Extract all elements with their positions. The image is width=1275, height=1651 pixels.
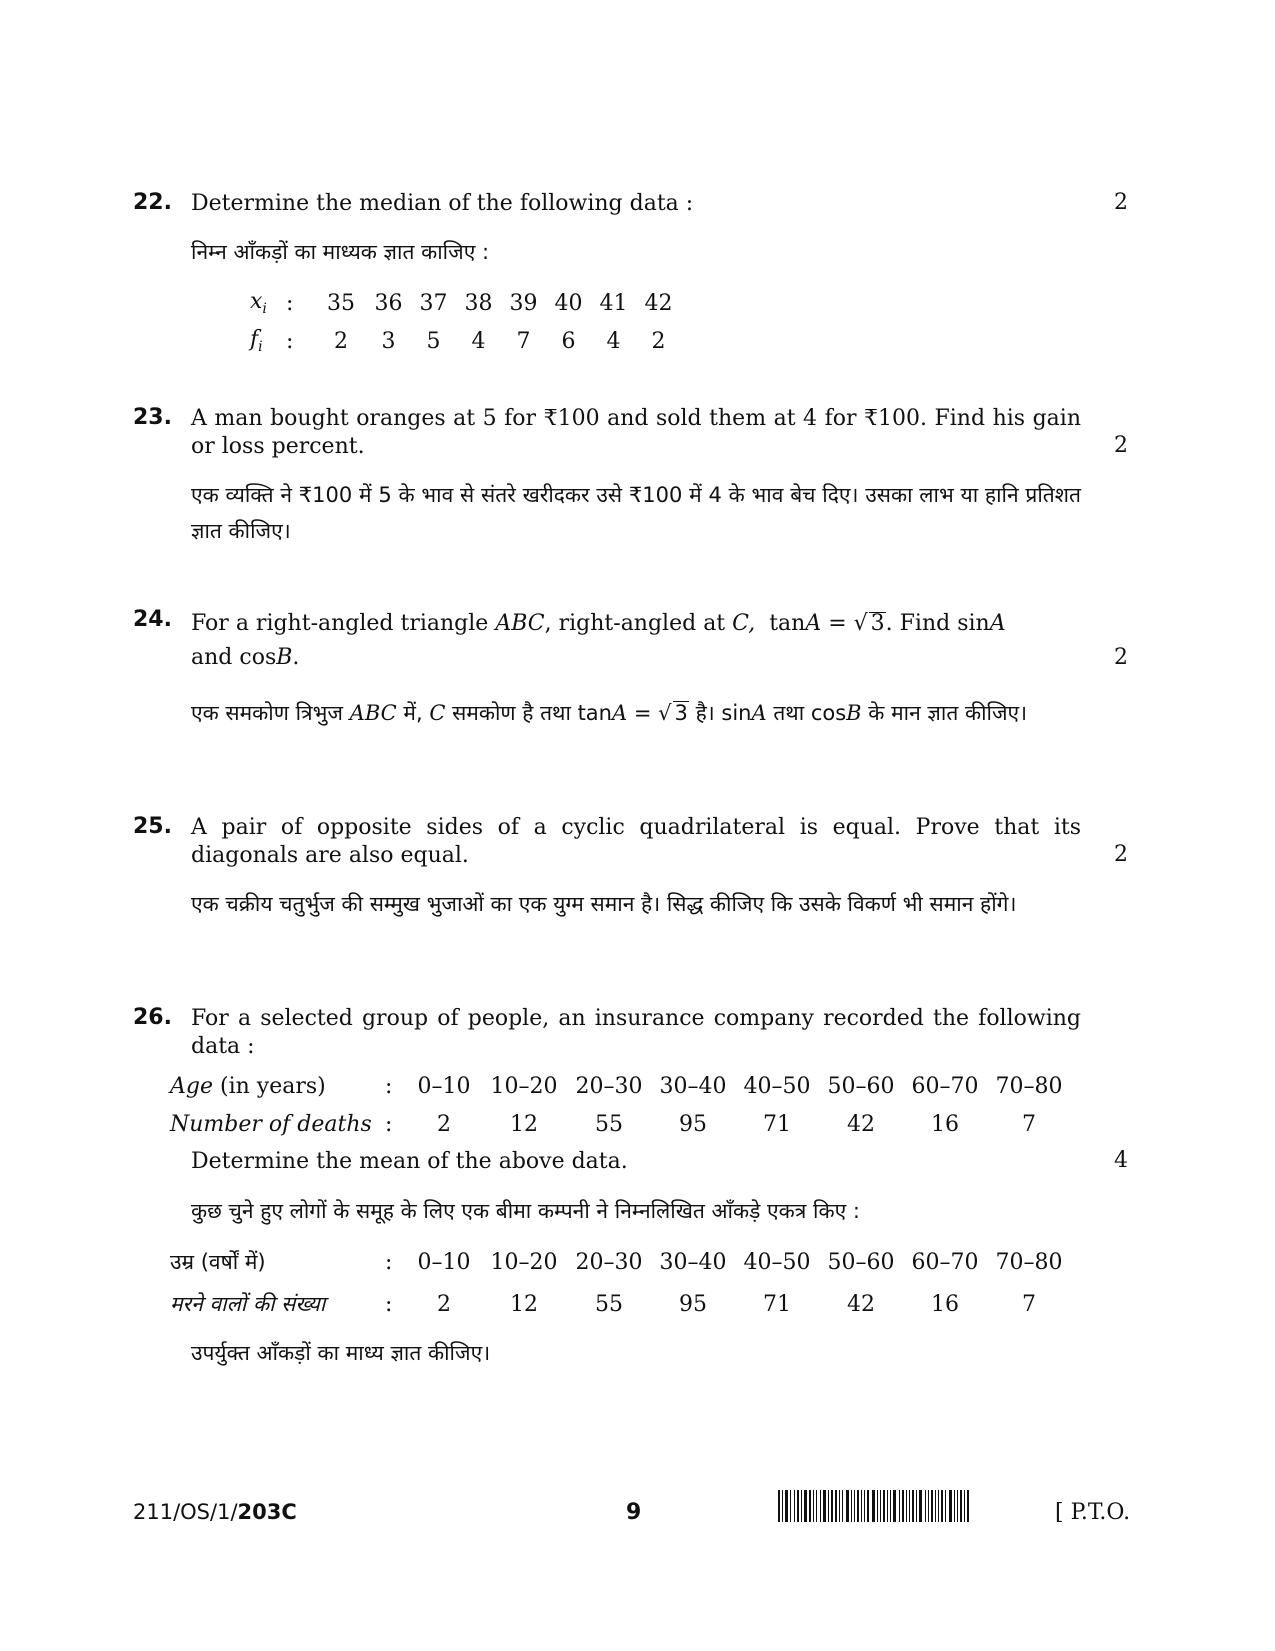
barcode-bar [912, 1490, 914, 1522]
barcode-bar [872, 1490, 875, 1522]
page-number: 9 [626, 1500, 642, 1525]
barcode-bar [804, 1490, 807, 1522]
barcode-bar [854, 1490, 855, 1522]
barcode-bar [790, 1490, 791, 1522]
deaths-value: 2 [437, 1111, 451, 1137]
barcode-bar [916, 1490, 917, 1522]
age-range: 0–10 [417, 1073, 471, 1099]
question-text-hindi: निम्न आँकड़ों का माध्यक ज्ञात काजिए : [191, 240, 490, 264]
f-value: 2 [651, 328, 666, 354]
deaths-value: 95 [679, 1111, 707, 1137]
barcode-bar [846, 1490, 849, 1522]
barcode-bar [785, 1490, 788, 1522]
age-range: 0–10 [417, 1249, 471, 1275]
f-value: 4 [606, 328, 621, 354]
question-text-english: For a right-angled triangle ABC, right-angled at C, tanA = √ 3. Find sinA and cosB. [191, 611, 1006, 670]
pto-label: [ P.T.O. [1055, 1500, 1131, 1525]
x-value: 35 [327, 290, 355, 316]
colon: : [385, 1073, 393, 1099]
question-task-hindi: उपर्युक्त आँकड़ों का माध्य ज्ञात कीजिए। [191, 1341, 491, 1365]
age-row [170, 1241, 1071, 1283]
f-value: 2 [334, 328, 348, 354]
barcode-bar [957, 1490, 958, 1522]
deaths-value: 12 [510, 1111, 538, 1137]
age-range: 70–80 [995, 1073, 1063, 1099]
f-value: 5 [426, 328, 441, 354]
age-range: 10–20 [490, 1073, 558, 1099]
barcode-bar [809, 1490, 811, 1522]
f-value: 3 [381, 328, 396, 354]
deaths-row [170, 1105, 1071, 1143]
colon: : [286, 290, 294, 316]
barcode-bar [794, 1490, 795, 1522]
barcode-bar [909, 1490, 910, 1522]
f-value: 7 [516, 328, 531, 354]
barcode-bar [867, 1490, 869, 1522]
question-marks: 4 [1114, 1148, 1128, 1173]
barcode-bar [880, 1490, 881, 1522]
question-number: 24. [133, 607, 172, 632]
barcode-bar [877, 1490, 878, 1522]
deaths-table-english [170, 1067, 1071, 1143]
barcode-bar [960, 1490, 962, 1522]
age-range: 20–30 [575, 1073, 643, 1099]
colon: : [286, 328, 294, 354]
question-text-english: For a selected group of people, an insurance company recorded the following data : [191, 1006, 1081, 1059]
age-range: 30–40 [659, 1073, 727, 1099]
deaths-value: 7 [1022, 1111, 1036, 1137]
deaths-value: 16 [931, 1111, 959, 1137]
question-text-hindi: कुछ चुने हुए लोगों के समूह के लिए एक बीमा कम्पनी ने निम्नलिखित आँकड़े एकत्र किए : [191, 1199, 860, 1223]
age-label: उम्र (वर्षों में) [170, 1250, 266, 1274]
x-label: $x_i$ [250, 289, 267, 317]
question-text-hindi: एक चक्रीय चतुर्भुज की सम्मुख भुजाओं का एक युग्म समान है। सिद्ध कीजिए कि उसके विकर्ण भी समान होंगे। [191, 892, 1017, 916]
age-range: 40–50 [743, 1073, 811, 1099]
x-value: 36 [374, 290, 403, 316]
age-range: 50–60 [827, 1073, 895, 1099]
question-number: 25. [133, 814, 172, 839]
deaths-label: Number of deaths [170, 1111, 372, 1137]
deaths-value: 71 [763, 1111, 791, 1137]
f-label: $f_i$ [250, 327, 263, 355]
colon: : [385, 1291, 393, 1317]
deaths-value: 42 [847, 1291, 875, 1317]
question-text-english: A pair of opposite sides of a cyclic quadrilateral is equal. Prove that its diagonals are also equal. [191, 815, 1081, 868]
barcode-bar [964, 1490, 965, 1522]
barcode-bar [828, 1490, 829, 1522]
barcode-bar [941, 1490, 943, 1522]
age-range: 70–80 [995, 1249, 1063, 1275]
f-value: 6 [561, 328, 576, 354]
deaths-row [170, 1283, 1071, 1325]
x-value: 37 [419, 290, 448, 316]
barcode-bar [954, 1490, 955, 1522]
frequency-table [250, 284, 681, 360]
barcode-bar [831, 1490, 833, 1522]
barcode-bar [945, 1490, 946, 1522]
x-value: 40 [554, 290, 583, 316]
colon: : [385, 1111, 393, 1137]
deaths-value: 55 [595, 1291, 623, 1317]
barcode-bar [839, 1490, 840, 1522]
age-range: 60–70 [911, 1249, 979, 1275]
barcode [778, 1490, 1044, 1522]
age-range: 40–50 [743, 1249, 811, 1275]
barcode-bar [938, 1490, 939, 1522]
barcode-bar [928, 1490, 929, 1522]
barcode-bar [899, 1490, 900, 1522]
barcode-bar [925, 1490, 926, 1522]
barcode-bar [778, 1490, 780, 1522]
deaths-table-hindi [170, 1241, 1071, 1325]
barcode-bar [967, 1490, 969, 1522]
age-range: 30–40 [659, 1249, 727, 1275]
question-marks: 2 [1114, 190, 1128, 215]
barcode-bar [820, 1490, 821, 1522]
age-range: 10–20 [490, 1249, 558, 1275]
barcode-bar [861, 1490, 862, 1522]
question-marks: 2 [1114, 842, 1128, 867]
barcode-bar [823, 1490, 826, 1522]
deaths-value: 2 [437, 1291, 451, 1317]
barcode-bar [835, 1490, 837, 1522]
barcode-bar [857, 1490, 859, 1522]
barcode-bar [864, 1490, 865, 1522]
barcode-bar [782, 1490, 783, 1522]
question-task-english: Determine the mean of the above data. [191, 1149, 628, 1174]
barcode-bar [902, 1490, 904, 1522]
deaths-value: 12 [510, 1291, 538, 1317]
barcode-bar [893, 1490, 896, 1522]
barcode-bar [935, 1490, 936, 1522]
question-number: 26. [133, 1005, 172, 1030]
f-value: 4 [471, 328, 486, 354]
barcode-bar [813, 1490, 814, 1522]
question-marks: 2 [1114, 433, 1128, 458]
question-text-hindi: एक व्यक्ति ने ₹100 में 5 के भाव से संतरे खरीदकर उसे ₹100 में 4 के भाव बेच दिए। उसका लाभ या हानि प्रतिशत ज्ञात कीजिए। [191, 483, 1081, 543]
f-row [250, 322, 681, 360]
deaths-value: 55 [595, 1111, 623, 1137]
x-value: 42 [644, 290, 673, 316]
barcode-bar [919, 1490, 922, 1522]
x-value: 38 [464, 290, 493, 316]
question-text-hindi: एक समकोण त्रिभुज ABC में, C समकोण है तथा tanA = √ 3 है। sinA तथा cosB के मान ज्ञात कीजिए। [191, 701, 1028, 725]
x-value: 39 [509, 290, 538, 316]
age-range: 20–30 [575, 1249, 643, 1275]
barcode-bar [883, 1490, 885, 1522]
deaths-value: 7 [1022, 1291, 1036, 1317]
barcode-bar [851, 1490, 852, 1522]
colon: : [385, 1249, 393, 1275]
barcode-bar [816, 1490, 817, 1522]
deaths-value: 95 [679, 1291, 707, 1317]
barcode-bar [797, 1490, 799, 1522]
age-range: 60–70 [911, 1073, 979, 1099]
x-value: 41 [599, 290, 628, 316]
question-number: 22. [133, 190, 172, 215]
barcode-bar [887, 1490, 888, 1522]
question-text-english: Determine the median of the following data : [191, 191, 694, 216]
barcode-bar [801, 1490, 802, 1522]
question-marks: 2 [1114, 645, 1128, 670]
question-text-english: A man bought oranges at 5 for ₹100 and sold them at 4 for ₹100. Find his gain or loss percent. [191, 406, 1081, 459]
deaths-value: 16 [931, 1291, 959, 1317]
barcode-bar [949, 1490, 952, 1522]
deaths-value: 42 [847, 1111, 875, 1137]
deaths-label: मरने वालों की संख्या [170, 1292, 326, 1316]
barcode-bar [890, 1490, 891, 1522]
question-number: 23. [133, 405, 172, 430]
barcode-bar [906, 1490, 907, 1522]
age-row [170, 1067, 1071, 1105]
deaths-value: 71 [763, 1291, 791, 1317]
paper-code: 211/OS/1/203C [133, 1500, 297, 1524]
x-row [250, 284, 681, 322]
age-label: Age (in years) [170, 1073, 326, 1099]
barcode-bar [931, 1490, 933, 1522]
age-range: 50–60 [827, 1249, 895, 1275]
barcode-bar [842, 1490, 843, 1522]
